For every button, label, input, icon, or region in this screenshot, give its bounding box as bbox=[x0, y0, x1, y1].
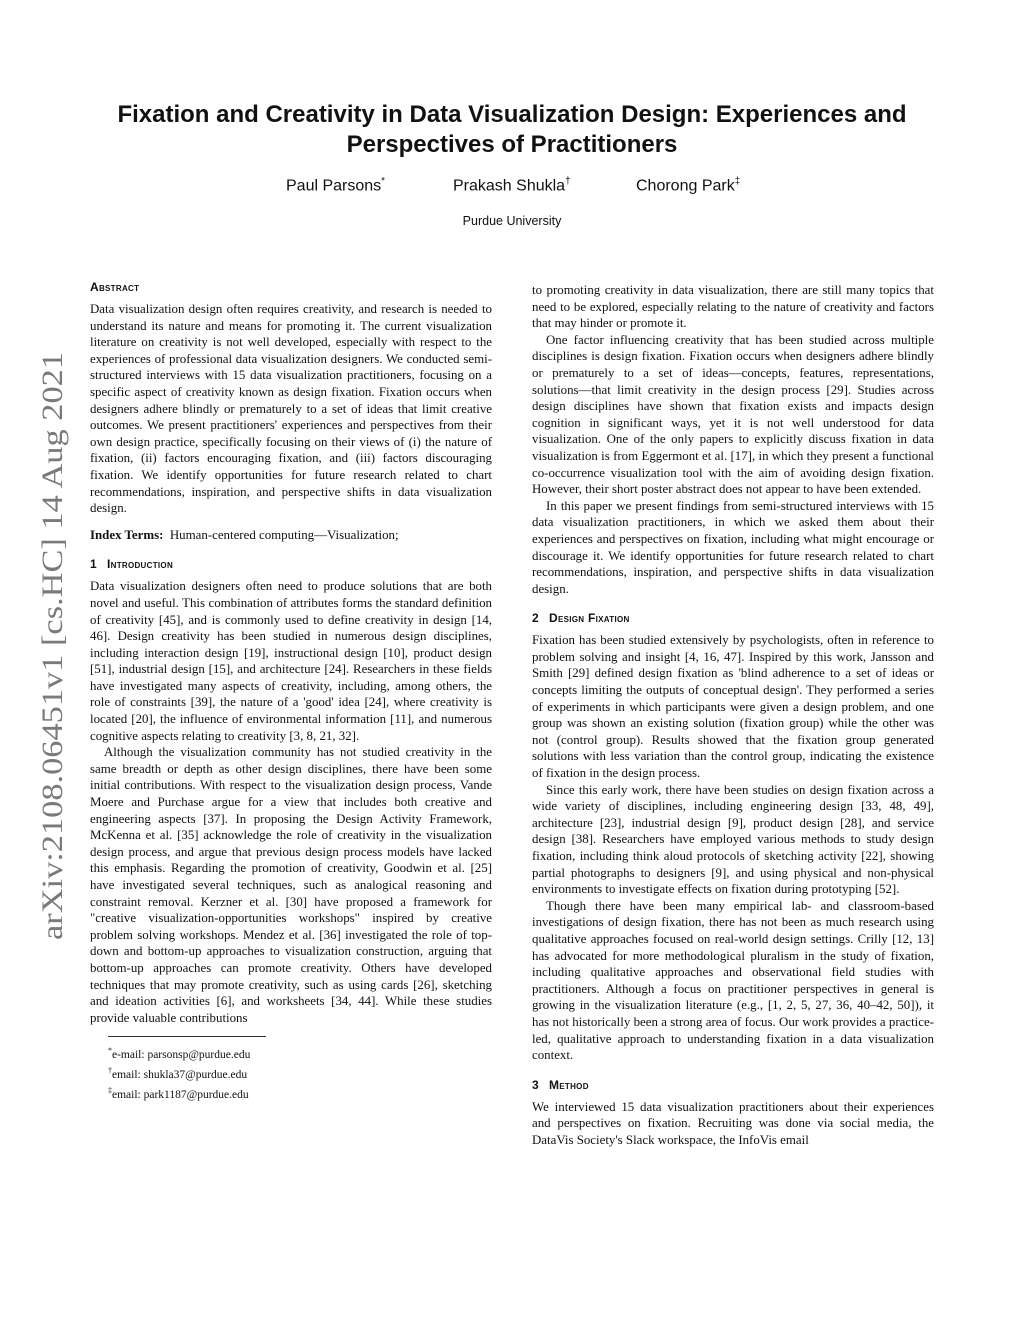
section-title: Introduction bbox=[106, 557, 174, 572]
section-number: 3 bbox=[532, 1077, 539, 1092]
footnote-2 bbox=[108, 1063, 492, 1083]
author-mark: † bbox=[565, 176, 571, 187]
paper-title: Fixation and Creativity in Data Visualization Design: Experiences and Perspectives of Practitioners bbox=[117, 101, 907, 158]
author-list bbox=[0, 176, 1024, 198]
author-name: Chorong Park bbox=[636, 177, 735, 195]
footnote-1 bbox=[108, 1043, 492, 1063]
intro-paragraph-2-continued: to promoting creativity in data visualization, there are still many topics that need to be explored, especially relating to the nature of creativity and factors that may hinder or promote it. bbox=[532, 283, 934, 331]
section-title: Design Fixation bbox=[548, 611, 630, 626]
intro-paragraph-3: One factor influencing creativity that has been studied across multiple disciplines is design fixation. Fixation occurs when designers adhere blindly or prematurely to a set of ideas—concepts, features, representations, solutions—that limit creativity in the design process [29]. Studies across design disciplines have shown that fixation exists and impacts design cognition in significant ways, yet it is not well understood for data visualization. One of the only papers to explicitly discuss fixation in data visualization is from Eggermont et al. [17], in which they present a functional co-occurrence visualization tool with the aim of avoiding design fixation. However, their short poster abstract does not appear to have been extended. bbox=[532, 332, 934, 497]
footnote-text: e-mail: parsonsp@purdue.edu bbox=[112, 1049, 251, 1062]
abstract-text: Data visualization design often requires creativity, and research is needed to understand its nature and means for promoting it. The current visualization literature on creativity is not well developed, especially with respect to the experiences of professional data visualization designers. We conducted semi-structured interviews with 15 data visualization practitioners, focusing on a specific aspect of creativity known as design fixation. Fixation occurs when designers adhere blindly or prematurely to a set of ideas that limit creative outcomes. We present practitioners' experiences and perspectives from their own design practice, specifically focusing on their views of (i) the nature of fixation, (ii) factors encouraging fixation, and (iii) factors discouraging fixation. We identify opportunities for future research related to chart recommendations, inspiration, and perspective shifts in data visualization design. bbox=[90, 302, 492, 516]
affiliation: Purdue University bbox=[462, 214, 562, 228]
footnote-3 bbox=[108, 1083, 492, 1103]
author-1 bbox=[286, 176, 385, 195]
arxiv-identifier-stamp bbox=[33, 350, 73, 940]
author-3 bbox=[636, 176, 740, 195]
index-terms bbox=[90, 527, 492, 544]
footnote-text: email: park1187@purdue.edu bbox=[112, 1088, 249, 1101]
footnote-divider bbox=[108, 1036, 266, 1037]
author-name: Prakash Shukla bbox=[453, 177, 566, 195]
right-column bbox=[532, 282, 934, 1149]
index-terms-value: Human-centered computing—Visualization; bbox=[169, 527, 399, 542]
footnote-mark: ‡ bbox=[108, 1086, 112, 1095]
fixation-paragraph-2: Since this early work, there have been studies on design fixation across a wide variety of disciplines, including engineering design [33, 48, 49], architecture [23], industrial design [9], product design [28], and service design [38]. Researchers have employed various methods to study design fixation, including think aloud protocols of sketching activity [22], showing partial photographs to designers [9], and using physical and non-physical environments to investigate effects on fixation during prototyping [52]. bbox=[532, 782, 934, 897]
left-column bbox=[90, 280, 492, 1103]
section-number: 2 bbox=[532, 611, 539, 626]
section-number: 1 bbox=[90, 557, 97, 572]
footnote-mark: † bbox=[108, 1066, 112, 1076]
author-2 bbox=[453, 176, 571, 195]
intro-paragraph-1: Data visualization designers often need to produce solutions that are both novel and useful. This combination of attributes forms the standard definition of creativity [45], and is commonly used to define creativity in design [14, 46]. Design creativity has been studied in numerous design disciplines, including interaction design [19], instructional design [10], product design [51], industrial design [15], and architecture [24]. Researchers in these fields have investigated many aspects of creativity, including, among others, the role of constraints [39], the nature of a 'good' idea [24], where creativity is located [20], the influence of environmental information [11], and numerous cognitive aspects relating to creativity [3, 8, 21, 32]. bbox=[90, 579, 492, 743]
author-mark: * bbox=[381, 176, 386, 187]
author-mark: ‡ bbox=[734, 176, 741, 187]
footnote-text: email: shukla37@purdue.edu bbox=[112, 1069, 248, 1081]
section-heading-design-fixation bbox=[532, 611, 934, 625]
index-terms-label: Index Terms: bbox=[90, 527, 164, 542]
fixation-paragraph-1: Fixation has been studied extensively by psychologists, often in reference to problem solving and insight [4, 16, 47]. Inspired by this work, Jansson and Smith [29] defined design fixation as 'blind adherence to a set of ideas or concepts limiting the outputs of conceptual design'. They performed a series of experiments in which participants were given a design problem, and one group was shown an existing solution (fixation group) while the other was not (control group). Results showed that the fixation group generated solutions with less variation than the control group, indicating the existence of fixation in the design process. bbox=[532, 633, 934, 781]
arxiv-id-text: arXiv:2108.06451v1 [cs.HC] 14 Aug 2021 bbox=[36, 426, 69, 940]
author-name: Paul Parsons bbox=[286, 177, 382, 195]
footnote-mark: * bbox=[108, 1046, 112, 1056]
method-paragraph-1: We interviewed 15 data visualization practitioners about their experiences and perspectives on fixation. Recruiting was done via social media, the DataVis Society's Slack workspace, the InfoVis email bbox=[532, 1099, 934, 1147]
section-heading-introduction bbox=[90, 557, 492, 571]
fixation-paragraph-3: Though there have been many empirical lab- and classroom-based investigations of design fixation, there has not been as much research using qualitative approaches focused on real-world design settings. Crilly [12, 13] has advocated for more methodological pluralism in the study of fixation, including qualitative approaches and observational field studies with practitioners. Although a focus on practitioner perspectives in general is growing in the visualization literature (e.g., [1, 2, 5, 27, 36, 40–42, 50]), it has not historically been a strong area of focus. Our work provides a practice-led, qualitative approach to understanding fixation in a data visualization context. bbox=[532, 898, 934, 1063]
section-title: Method bbox=[548, 1077, 589, 1092]
intro-paragraph-4: In this paper we present findings from semi-structured interviews with 15 data visualization practitioners, in which we asked them about their experiences and perspectives on fixation, including what might encourage or discourage it. We identify opportunities for future research related to chart recommendations, inspiration, and perspective shifts in data visualization design. bbox=[532, 498, 934, 596]
intro-paragraph-2: Although the visualization community has not studied creativity in the same breadth or depth as other design disciplines, there have been some initial contributions. With respect to the visualization design process, Vande Moere and Purchase argue for a view that includes both creative and engineering aspects [37]. In proposing the Design Activity Framework, McKenna et al. [35] acknowledge the role of creativity in the visualization design process, and argue that previous design process models have lacked this emphasis. Regarding the promotion of creativity, Goodwin et al. [25] have investigated several techniques, such as analogical reasoning and constraint removal. Kerzner et al. [30] have proposed a framework for "creative visualization-opportunities workshops" inspired by creative problem solving workshops. Mendez et al. [36] investigated the role of top-down and bottom-up approaches to visualization construction, arguing that bottom-up approaches can promote creativity. Others have developed techniques that may promote creativity, such as using cards [26], sketching and ideation activities [6], and worksheets [34, 44]. While these studies provide valuable contributions bbox=[90, 745, 492, 1025]
abstract-heading: Abstract bbox=[90, 280, 140, 294]
section-heading-method bbox=[532, 1078, 934, 1092]
